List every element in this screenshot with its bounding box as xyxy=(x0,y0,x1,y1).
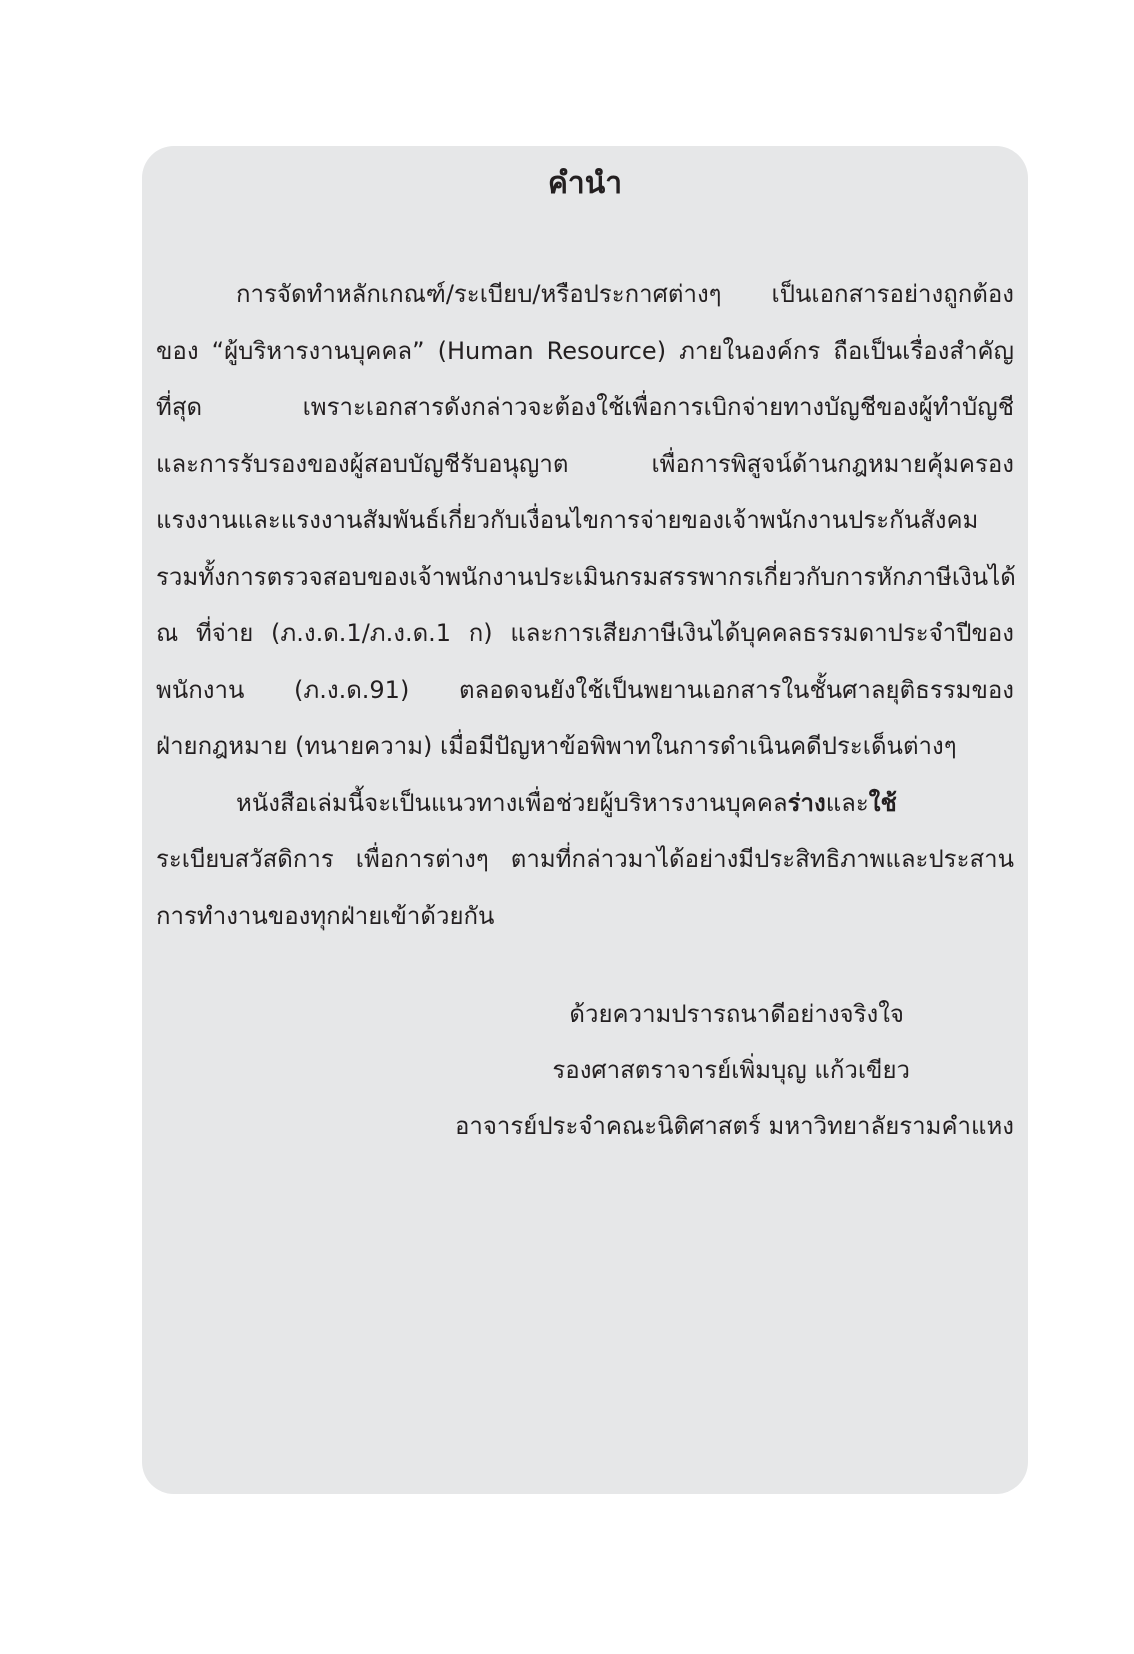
text-segment: หนังสือเล่มนี้จะเป็นแนวทางเพื่อช่วยผู้บริหารงานบุคคล xyxy=(236,788,788,817)
preface-panel xyxy=(142,146,1028,1494)
page-title: คำนำ xyxy=(547,166,623,201)
signature-position: อาจารย์ประจำคณะนิติศาสตร์ มหาวิทยาลัยรามคำแหง xyxy=(454,1112,1014,1140)
paragraph-line: การจัดทำหลักเกณฑ์/ระเบียบ/หรือประกาศต่างๆ เป็นเอกสารอย่างถูกต้อง xyxy=(236,280,1014,308)
paragraph-line: ของ “ผู้บริหารงานบุคคล” (Human Resource) ภายในองค์กร ถือเป็นเรื่องสำคัญ xyxy=(156,336,1014,365)
signature-name: รองศาสตราจารย์เพิ่มบุญ แก้วเขียว xyxy=(552,1056,910,1084)
paragraph-line: การทำงานของทุกฝ่ายเข้าด้วยกัน xyxy=(156,901,495,930)
paragraph-line: แรงงานและแรงงานสัมพันธ์เกี่ยวกับเงื่อนไขการจ่ายของเจ้าพนักงานประกันสังคม xyxy=(156,506,979,534)
paragraph-line-with-emphasis xyxy=(156,775,1014,832)
paragraph-line: ที่สุด เพราะเอกสารดังกล่าวจะต้องใช้เพื่อการเบิกจ่ายทางบัญชีของผู้ทำบัญชี xyxy=(156,393,1014,421)
signature-closing: ด้วยความปรารถนาดีอย่างจริงใจ xyxy=(569,1000,904,1028)
signature-block xyxy=(394,986,1014,1154)
paragraph-line: และการรับรองของผู้สอบบัญชีรับอนุญาต เพื่อการพิสูจน์ด้านกฎหมายคุ้มครอง xyxy=(156,449,1014,478)
paragraph-2 xyxy=(156,775,1014,945)
paragraph-line: รวมทั้งการตรวจสอบของเจ้าพนักงานประเมินกรมสรรพากรเกี่ยวกับการหักภาษีเงินได้ xyxy=(156,562,1016,591)
emphasis-draft: ร่าง xyxy=(787,788,826,817)
text-segment: และ xyxy=(825,788,869,817)
preface-body xyxy=(156,266,1014,944)
paragraph-line: ฝ่ายกฎหมาย (ทนายความ) เมื่อมีปัญหาข้อพิพาทในการดำเนินคดีประเด็นต่างๆ xyxy=(156,732,957,760)
paragraph-1 xyxy=(156,266,1014,775)
paragraph-line: ณ ที่จ่าย (ภ.ง.ด.1/ภ.ง.ด.1 ก) และการเสียภาษีเงินได้บุคคลธรรมดาประจำปีของ xyxy=(156,619,1014,647)
emphasis-use: ใช้ xyxy=(868,788,897,817)
paragraph-line: พนักงาน (ภ.ง.ด.91) ตลอดจนยังใช้เป็นพยานเอกสารในชั้นศาลยุติธรรมของ xyxy=(156,675,1014,704)
paragraph-line: ระเบียบสวัสดิการ เพื่อการต่างๆ ตามที่กล่าวมาได้อย่างมีประสิทธิภาพและประสาน xyxy=(156,845,1014,873)
